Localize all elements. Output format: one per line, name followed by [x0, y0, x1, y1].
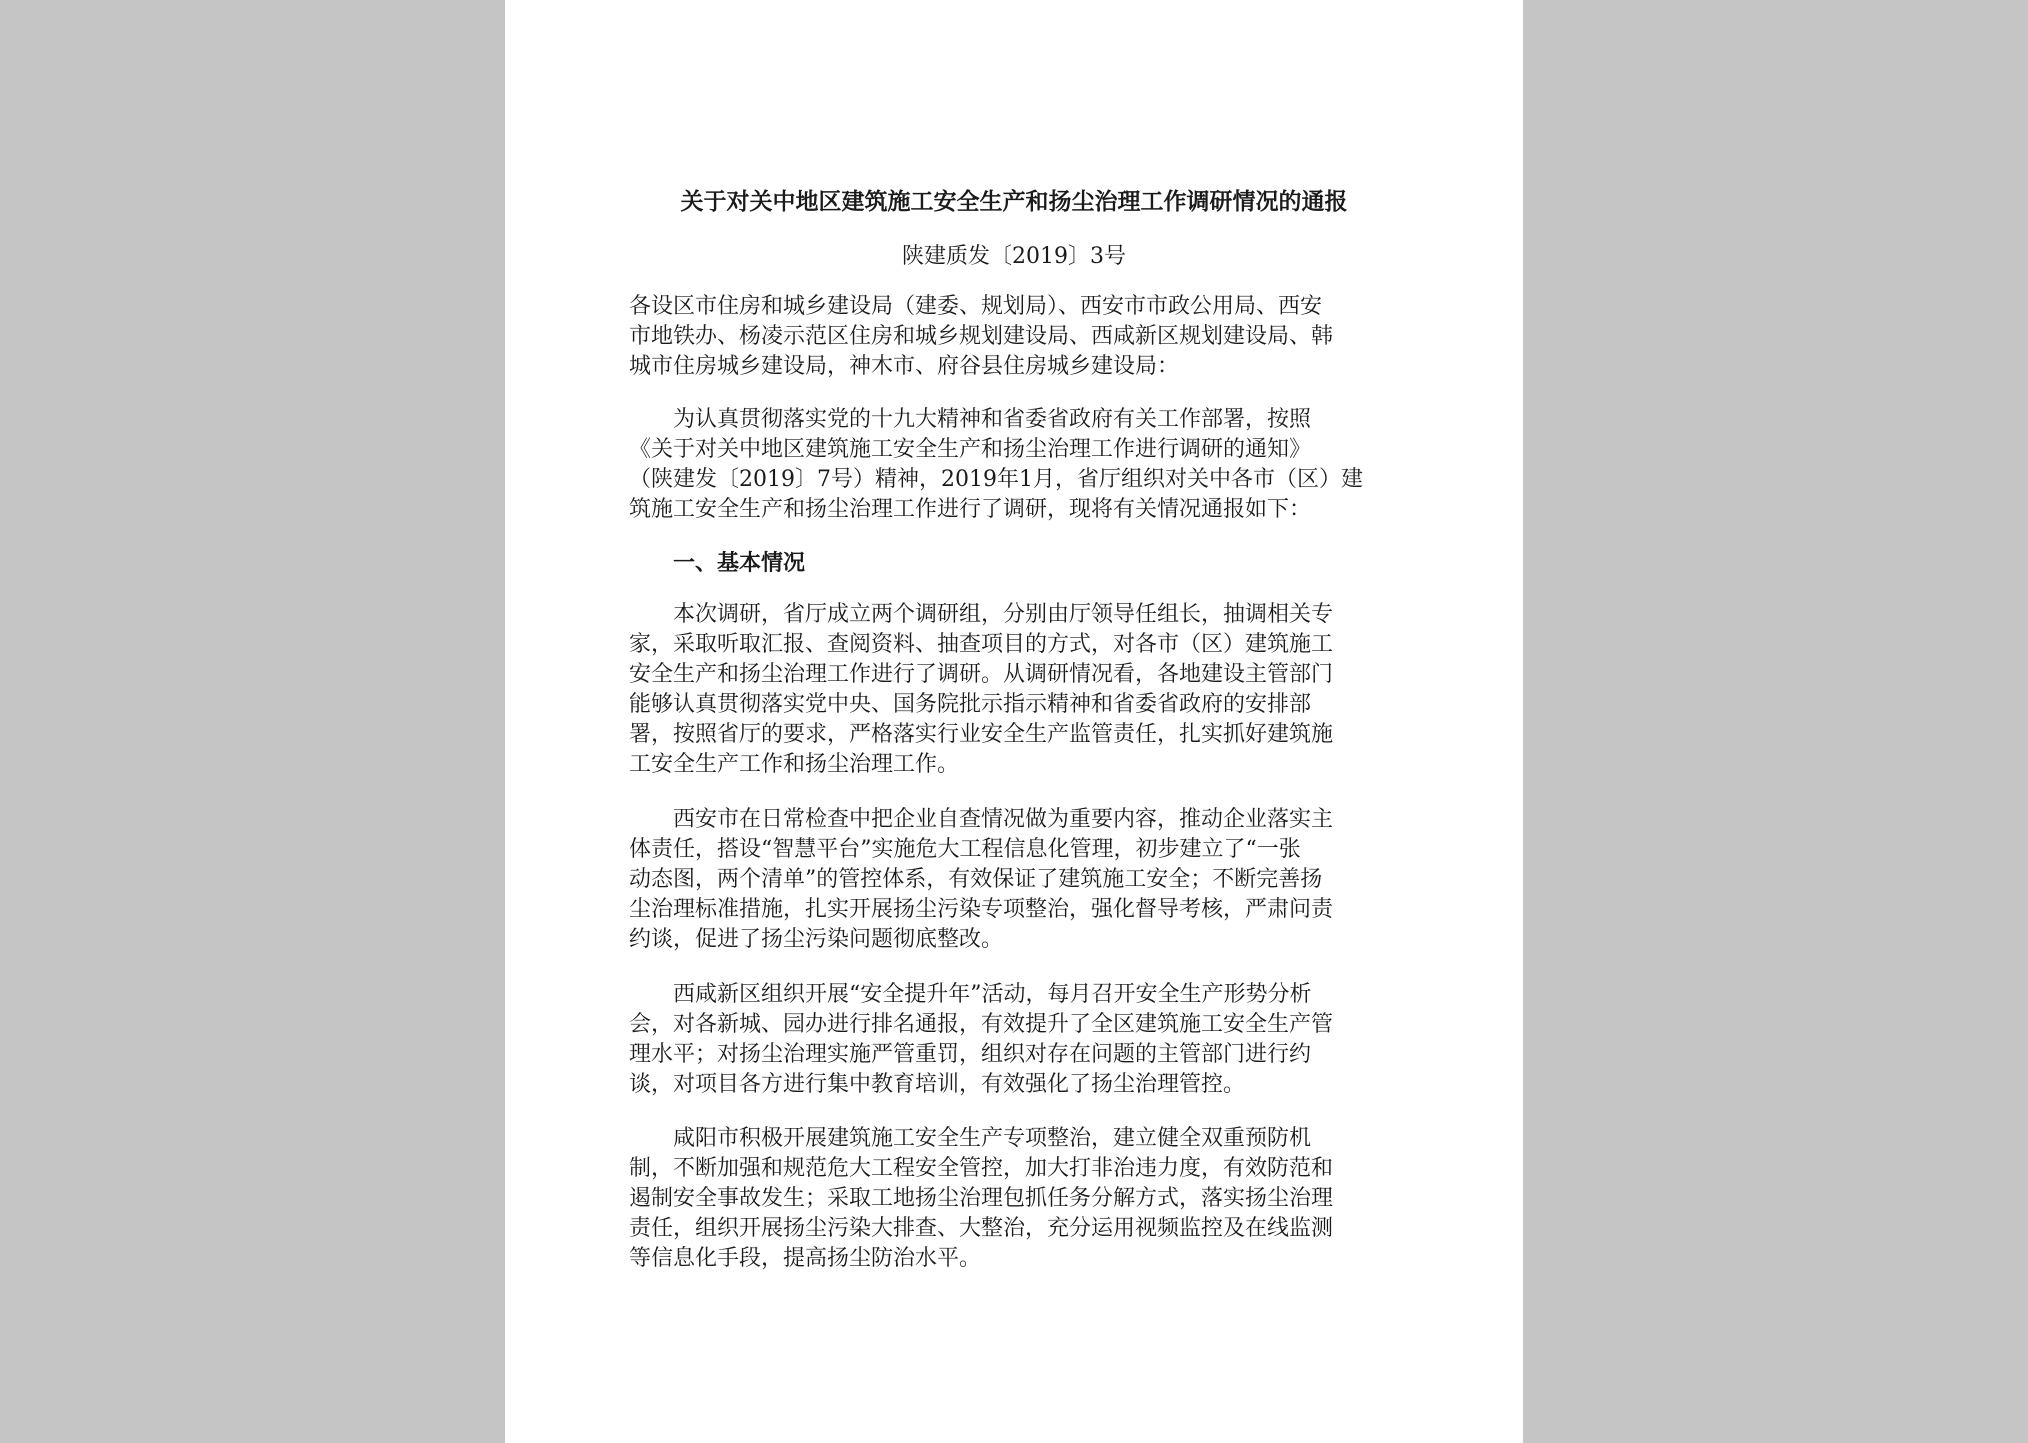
intro-line: （陕建发〔2019〕7号）精神，2019年1月，省厅组织对关中各市（区）建	[629, 467, 1363, 492]
paragraph-line: 制，不断加强和规范危大工程安全管控，加大打非治违力度，有效防范和	[629, 1156, 1334, 1181]
paragraph-line: 动态图，两个清单”的管控体系，有效保证了建筑施工安全；不断完善扬	[629, 867, 1323, 892]
paragraph-line: 理水平；对扬尘治理实施严管重罚，组织对存在问题的主管部门进行约	[629, 1042, 1312, 1067]
document-title: 关于对关中地区建筑施工安全生产和扬尘治理工作调研情况的通报	[680, 188, 1348, 215]
paragraph-line: 尘治理标准措施，扎实开展扬尘污染专项整治，强化督导考核，严肃问责	[629, 897, 1334, 922]
paragraph-line: 西安市在日常检查中把企业自查情况做为重要内容，推动企业落实主	[673, 807, 1334, 832]
paragraph-line: 等信息化手段，提高扬尘防治水平。	[629, 1246, 982, 1271]
intro-line: 《关于对关中地区建筑施工安全生产和扬尘治理工作进行调研的通知》	[629, 437, 1312, 462]
paragraph-line: 安全生产和扬尘治理工作进行了调研。从调研情况看，各地建设主管部门	[629, 662, 1334, 687]
paragraph-line: 工安全生产工作和扬尘治理工作。	[629, 752, 960, 777]
paragraph-line: 西咸新区组织开展“安全提升年”活动，每月召开安全生产形势分析	[673, 982, 1312, 1007]
paragraph-line: 本次调研，省厅成立两个调研组，分别由厅领导任组长，抽调相关专	[673, 602, 1334, 627]
paragraph-line: 体责任，搭设“智慧平台”实施危大工程信息化管理，初步建立了“一张	[629, 837, 1301, 862]
section-heading: 一、基本情况	[673, 550, 806, 576]
paragraph-line: 遏制安全事故发生；采取工地扬尘治理包抓任务分解方式，落实扬尘治理	[629, 1186, 1334, 1211]
addressee-line: 城市住房城乡建设局，神木市、府谷县住房城乡建设局：	[629, 354, 1180, 379]
addressee-line: 各设区市住房和城乡建设局（建委、规划局）、西安市市政公用局、西安	[629, 294, 1323, 319]
paragraph-line: 咸阳市积极开展建筑施工安全生产专项整治，建立健全双重预防机	[673, 1126, 1312, 1151]
paragraph-line: 约谈，促进了扬尘污染问题彻底整改。	[629, 927, 1004, 952]
paragraph-line: 家，采取听取汇报、查阅资料、抽查项目的方式，对各市（区）建筑施工	[629, 632, 1334, 657]
document-page	[505, 0, 1523, 1443]
intro-line: 筑施工安全生产和扬尘治理工作进行了调研，现将有关情况通报如下：	[629, 497, 1312, 522]
intro-line: 为认真贯彻落实党的十九大精神和省委省政府有关工作部署，按照	[673, 407, 1312, 432]
paragraph-line: 能够认真贯彻落实党中央、国务院批示指示精神和省委省政府的安排部	[629, 692, 1312, 717]
paragraph-line: 署，按照省厅的要求，严格落实行业安全生产监管责任，扎实抓好建筑施	[629, 722, 1334, 747]
addressee-line: 市地铁办、杨凌示范区住房和城乡规划建设局、西咸新区规划建设局、韩	[629, 324, 1334, 349]
paragraph-line: 谈，对项目各方进行集中教育培训，有效强化了扬尘治理管控。	[629, 1072, 1246, 1097]
document-number: 陕建质发〔2019〕3号	[902, 244, 1126, 269]
paragraph-line: 责任，组织开展扬尘污染大排查、大整治，充分运用视频监控及在线监测	[629, 1216, 1334, 1241]
paragraph-line: 会，对各新城、园办进行排名通报，有效提升了全区建筑施工安全生产管	[629, 1012, 1334, 1037]
